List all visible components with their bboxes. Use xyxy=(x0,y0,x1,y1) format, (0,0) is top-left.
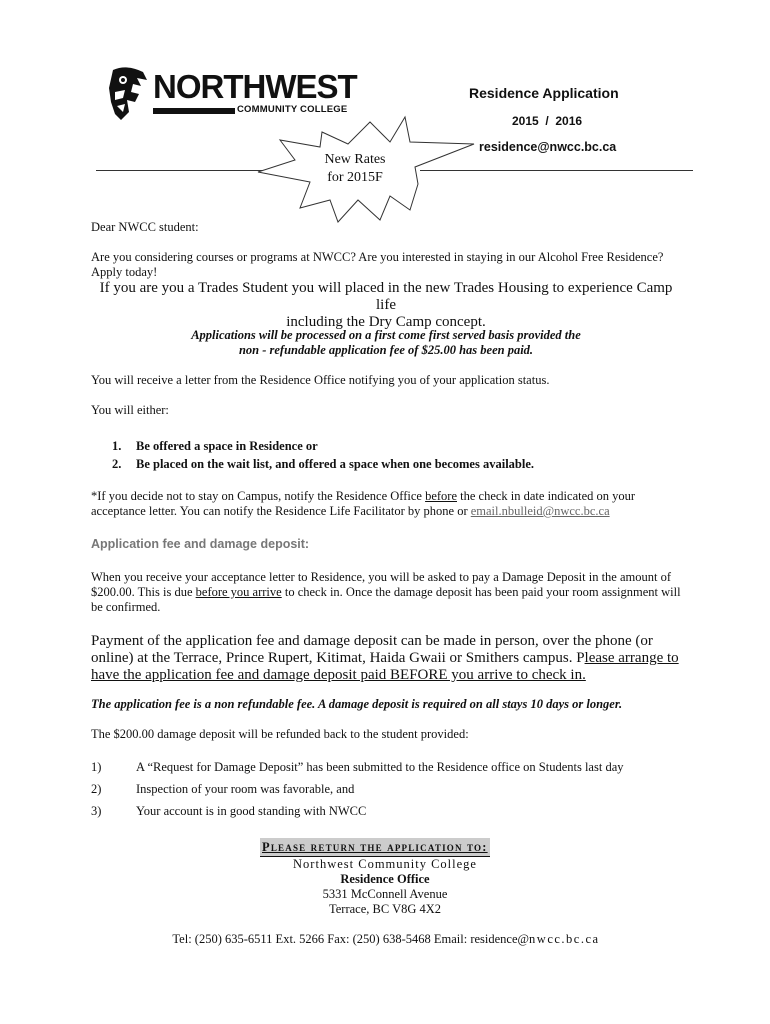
conditions-list xyxy=(91,756,624,822)
office-name: Residence Office xyxy=(340,872,430,886)
burst-line-2: for 2015F xyxy=(327,170,383,185)
list-item: 2. Be placed on the wait list, and offered a space when one becomes available. xyxy=(112,457,535,471)
fee-heading: Application fee and damage deposit: xyxy=(91,537,310,551)
facilitator-email-link[interactable]: email.nbulleid@nwcc.bc.ca xyxy=(470,504,610,518)
list-item: 3) Your account is in good standing with NWCC xyxy=(91,804,367,818)
notify-paragraph: *If you decide not to stay on Campus, notify the Residence Office before the check in date indicated on your acceptance letter. You can notify the Residence Life Facilitator by phone or email.nbulleid@nwcc.bc.ca xyxy=(91,489,636,518)
burst-text xyxy=(310,151,400,187)
document-title: Residence Application xyxy=(469,85,619,101)
eagle-emblem-icon xyxy=(107,66,149,122)
greeting: Dear NWCC student: xyxy=(91,220,199,234)
before-arrive-emphasis: before you arrive xyxy=(195,585,282,599)
return-address xyxy=(185,857,585,917)
burst-line-1: New Rates xyxy=(324,152,386,167)
before-emphasis: before xyxy=(425,489,457,503)
college-name: Northwest Community College xyxy=(293,857,477,871)
header-rule-left xyxy=(96,170,266,171)
return-label-box xyxy=(260,838,490,857)
trades-line-2: including the Dry Camp concept. xyxy=(286,314,486,330)
refund-intro: The $200.00 damage deposit will be refunded back to the student provided: xyxy=(91,727,469,741)
payment-emphasis: lease arrange to have the application fee and damage deposit paid BEFORE you arrive to check in. xyxy=(91,650,679,683)
trades-notice xyxy=(91,280,681,331)
header-email[interactable]: residence@nwcc.bc.ca xyxy=(479,140,617,154)
contact-line: Tel: (250) 635-6511 Ext. 5266 Fax: (250) 638-5468 Email: residence@nwcc.bc.ca xyxy=(172,932,600,946)
list-item: 1. Be offered a space in Residence or xyxy=(112,439,318,453)
list-item: 2) Inspection of your room was favorable, and xyxy=(91,782,355,796)
nonrefundable-notice: The application fee is a non refundable fee. A damage deposit is required on all stays 10 days or longer. xyxy=(91,697,623,711)
logo-rule xyxy=(153,108,235,114)
street-address: 5331 McConnell Avenue xyxy=(322,887,448,901)
processing-line-1: Applications will be processed on a first come first served basis provided the xyxy=(191,328,581,342)
status-letter-text: You will receive a letter from the Residence Office notifying you of your application status. xyxy=(91,373,550,387)
academic-years: 2015 / 2016 xyxy=(512,114,583,128)
processing-line-2: non - refundable application fee of $25.00 has been paid. xyxy=(238,343,534,357)
logo-wordmark: NORTHWEST xyxy=(153,68,357,105)
either-text: You will either: xyxy=(91,403,169,417)
city-address: Terrace, BC V8G 4X2 xyxy=(328,902,442,916)
processing-notice xyxy=(91,328,681,358)
return-label: Please return the application to: xyxy=(262,840,488,854)
trades-line-1: If you are you a Trades Student you will placed in the new Trades Housing to experience Camp life xyxy=(99,280,673,313)
list-item: 1) A “Request for Damage Deposit” has been submitted to the Residence office on Students last day xyxy=(91,760,624,774)
logo-subtitle: COMMUNITY COLLEGE xyxy=(237,104,348,115)
options-list xyxy=(112,437,534,473)
intro-paragraph: Are you considering courses or programs at NWCC? Are you interested in staying in our Alcohol Free Residence? Apply today! xyxy=(91,250,664,279)
payment-paragraph: Payment of the application fee and damage deposit can be made in person, over the phone (or online) at the Terrace, Prince Rupert, Kitimat, Haida Gwaii or Smithers campus. Please arrange to have the application fee and damage deposit paid BEFORE you arrive to check in. xyxy=(91,633,679,683)
deposit-paragraph: When you receive your acceptance letter to Residence, you will be asked to pay a Damage Deposit in the amount of $200.00. This is due before you arrive to check in. Once the damage deposit has been paid your room assignment will be confirmed. xyxy=(91,570,681,614)
